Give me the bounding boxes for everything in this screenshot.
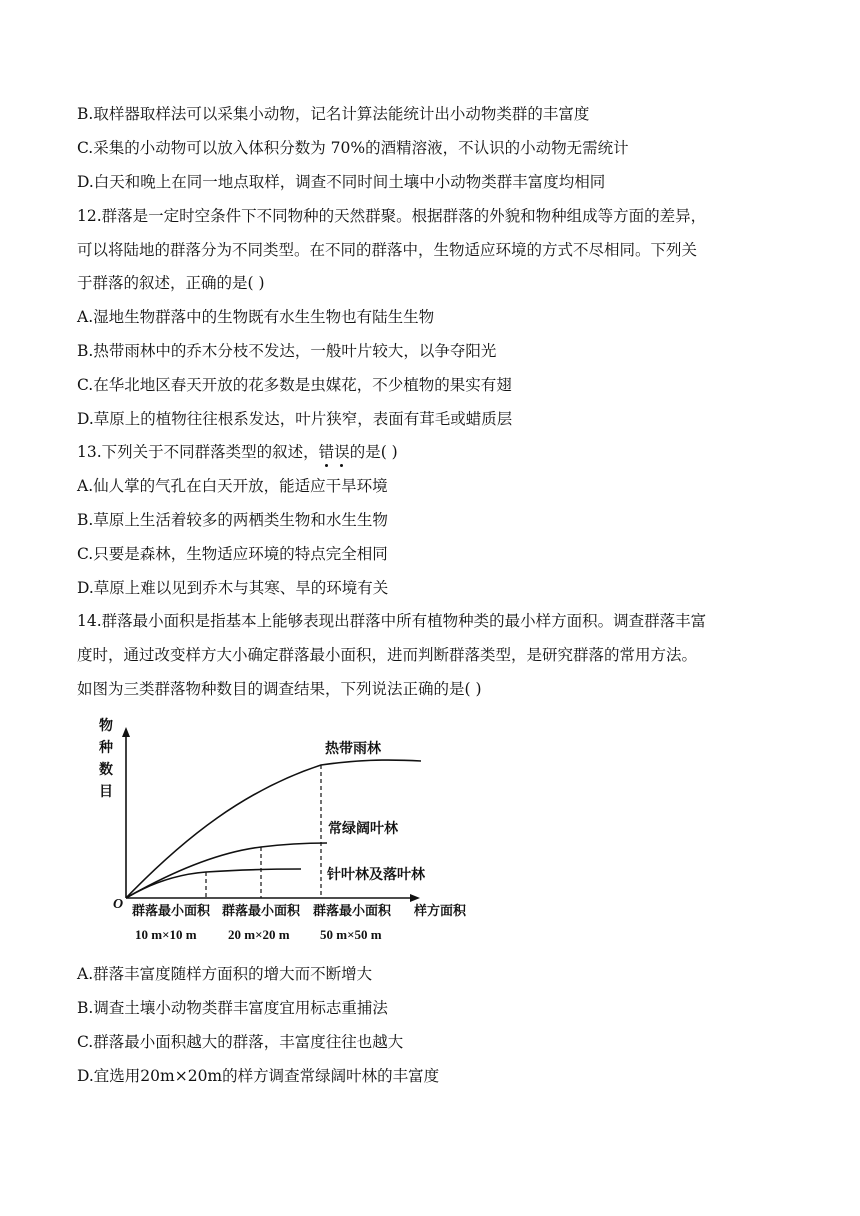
y-label-char-2: 种 (99, 740, 113, 756)
q13-text-after: 的是( ) (349, 443, 398, 461)
q14-option-c: C.群落最小面积越大的群落，丰富度往往也越大 (77, 1033, 404, 1051)
question-12-line-2: 可以将陆地的群落分为不同类型。在不同的群落中，生物适应环境的方式不尽相同。下列关 (77, 241, 698, 259)
label-conifer-deciduous: 针叶林及落叶林 (327, 867, 425, 883)
q13-emphasis-char-2: 误 (334, 443, 350, 461)
question-14-line-2: 度时，通过改变样方大小确定群落最小面积，进而判断群落类型，是研究群落的常用方法。 (77, 646, 698, 664)
option-b-line: B.取样器取样法可以采集小动物，记名计算法能统计出小动物类群的丰富度 (77, 105, 590, 123)
size-label-10m: 10 m×10 m (135, 927, 197, 942)
question-12-line-3: 于群落的叙述，正确的是( ) (77, 274, 265, 292)
size-label-50m: 50 m×50 m (320, 927, 382, 942)
q13-option-c: C.只要是森林，生物适应环境的特点完全相同 (77, 545, 388, 563)
y-label-char-1: 物 (99, 718, 113, 734)
q14-option-b: B.调查土壤小动物类群丰富度宜用标志重捕法 (77, 999, 388, 1017)
question-13-line (77, 441, 398, 463)
q12-option-d: D.草原上的植物往往根系发达，叶片狭窄，表面有茸毛或蜡质层 (77, 410, 513, 428)
tick-label-2: 群落最小面积 (222, 904, 301, 919)
y-label-char-4: 目 (99, 784, 113, 800)
y-label-char-3: 数 (99, 762, 113, 778)
question-14-line-1: 14.群落最小面积是指基本上能够表现出群落中所有植物种类的最小样方面积。调查群落丰富 (77, 612, 707, 630)
size-label-20m: 20 m×20 m (228, 927, 290, 942)
question-14-line-3: 如图为三类群落物种数目的调查结果，下列说法正确的是( ) (77, 680, 482, 698)
q13-option-b: B.草原上生活着较多的两栖类生物和水生生物 (77, 511, 388, 529)
label-tropical-rainforest: 热带雨林 (325, 741, 381, 757)
q14-option-a: A.群落丰富度随样方面积的增大而不断增大 (77, 965, 373, 983)
origin-label: O (113, 897, 124, 912)
species-area-figure (95, 712, 485, 948)
q12-option-b: B.热带雨林中的乔木分枝不发达，一般叶片较大，以争夺阳光 (77, 342, 497, 360)
label-evergreen-broadleaf: 常绿阔叶林 (328, 821, 398, 837)
tick-label-3: 群落最小面积 (313, 904, 392, 919)
q12-option-a: A.湿地生物群落中的生物既有水生生物也有陆生生物 (77, 308, 435, 326)
q14-option-d: D.宜选用20m×20m的样方调查常绿阔叶林的丰富度 (77, 1067, 440, 1085)
q13-text-before: 13.下列关于不同群落类型的叙述， (77, 443, 319, 461)
q13-emphasis-char-1: 错 (318, 443, 335, 461)
y-axis-arrow (122, 727, 130, 737)
q12-option-c: C.在华北地区春天开放的花多数是虫媒花，不少植物的果实有翅 (77, 376, 512, 394)
option-c-line: C.采集的小动物可以放入体积分数为 70%的酒精溶液，不认识的小动物无需统计 (77, 139, 629, 157)
q13-option-d: D.草原上难以见到乔木与其寒、旱的环境有关 (77, 579, 389, 597)
option-d-line: D.白天和晚上在同一地点取样，调查不同时间土壤中小动物类群丰富度均相同 (77, 173, 606, 191)
x-axis-label: 样方面积 (414, 904, 467, 919)
x-axis-arrow (410, 894, 420, 902)
tick-label-1: 群落最小面积 (132, 904, 211, 919)
q13-option-a: A.仙人掌的气孔在白天开放，能适应干旱环境 (77, 477, 388, 495)
question-12-line-1: 12.群落是一定时空条件下不同物种的天然群聚。根据群落的外貌和物种组成等方面的差异， (77, 207, 707, 225)
